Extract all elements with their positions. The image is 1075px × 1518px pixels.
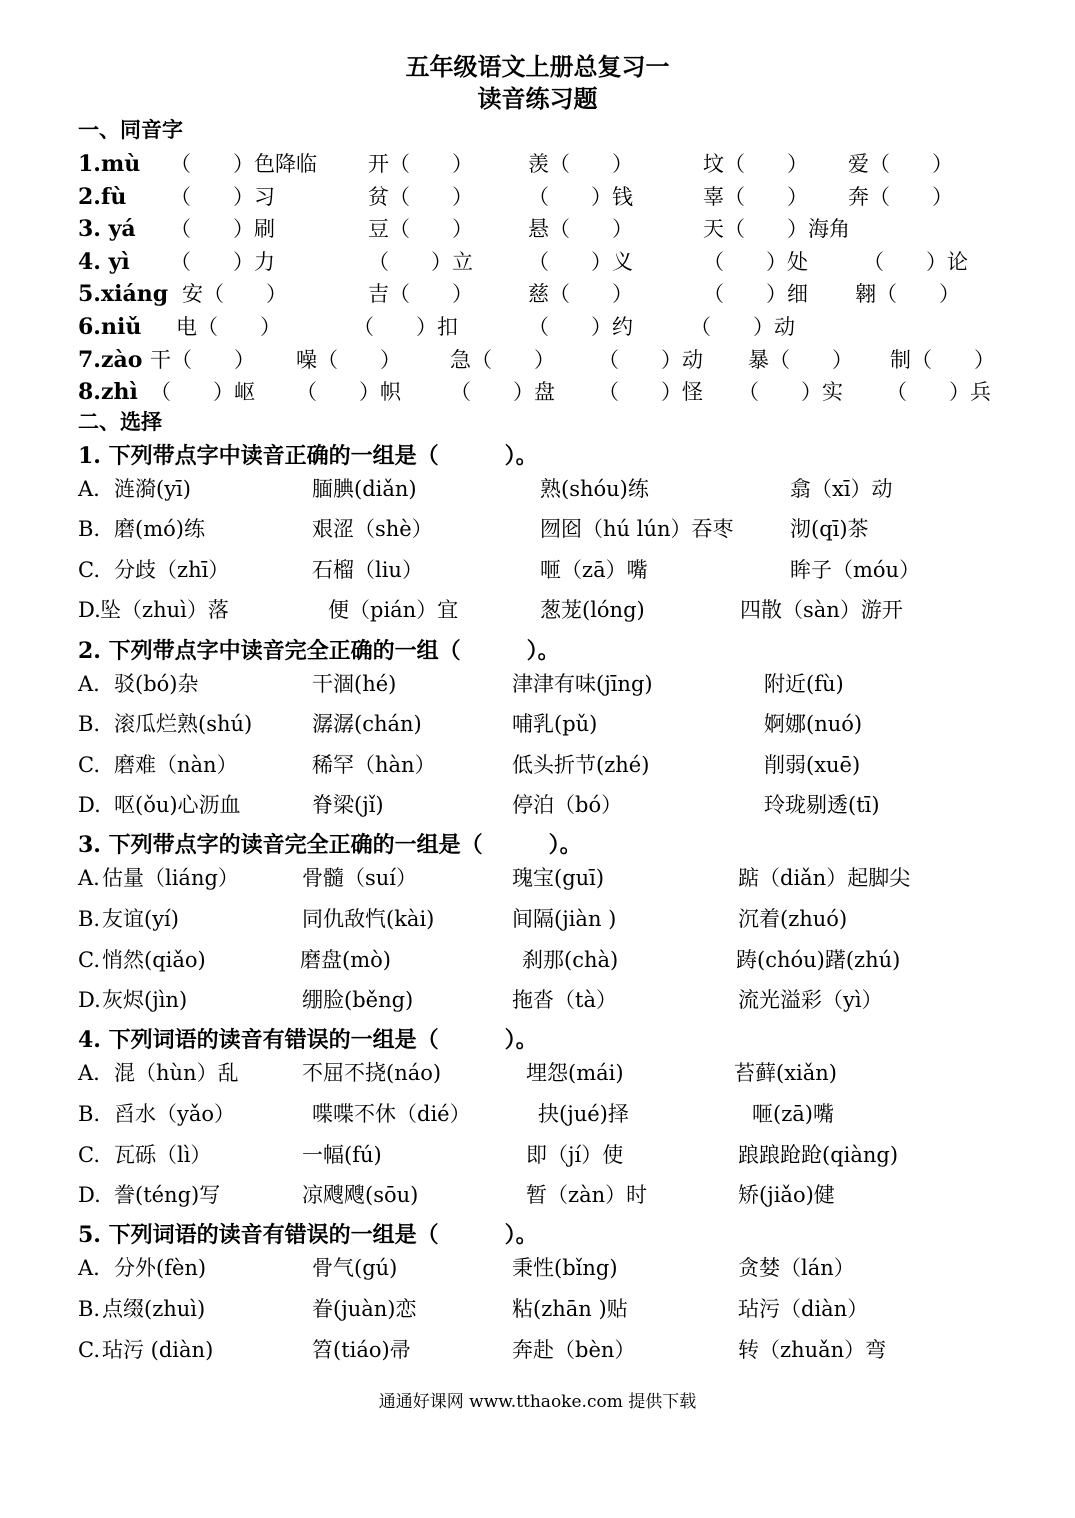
option-word: 艰涩（shè） (312, 517, 433, 541)
option-word: 玷污（diàn） (738, 1297, 869, 1321)
homophone-row (78, 148, 1038, 180)
footer-credit: 通通好课网 www.tthaoke.com 提供下载 (378, 1392, 697, 1412)
option-word: 沉着(zhuó) (738, 907, 848, 931)
option-word: 附近(fù) (764, 672, 844, 696)
homophone-pinyin: 5.xiáng (78, 281, 169, 307)
option-letter[interactable]: A. (78, 866, 100, 890)
homophone-row (78, 246, 1038, 278)
homophone-blank[interactable]: 安（ ） (182, 282, 287, 306)
homophone-blank[interactable]: （ ）岖 (150, 380, 255, 404)
option-row[interactable] (78, 708, 1038, 740)
question-stem: 1. 下列带点字中读音正确的一组是（ ）。 (78, 443, 538, 469)
option-word: 誊(téng)写 (114, 1183, 221, 1207)
option-word: 悄然(qiǎo) (102, 948, 206, 972)
option-letter[interactable]: C. (78, 558, 100, 582)
homophone-blank[interactable]: 奔（ ） (848, 185, 953, 209)
option-word: 一幅(fú) (302, 1143, 382, 1167)
page-subtitle: 读音练习题 (477, 84, 598, 113)
option-word: 葱茏(lóng) (540, 598, 645, 622)
option-letter[interactable]: A. (78, 1256, 100, 1280)
homophone-blank[interactable]: （ ）实 (738, 380, 843, 404)
homophone-pinyin: 8.zhì (78, 379, 138, 405)
option-row[interactable] (78, 1293, 1038, 1325)
homophone-blank[interactable]: （ ）约 (528, 315, 633, 339)
option-word: 瑰宝(guī) (512, 866, 605, 890)
homophone-blank[interactable]: 豆（ ） (368, 217, 473, 241)
option-word: 抉(jué)择 (538, 1102, 629, 1126)
homophone-blank[interactable]: 电（ ） (176, 315, 281, 339)
homophone-row (78, 278, 1038, 310)
homophone-pinyin: 6.niǔ (78, 314, 142, 340)
homophone-blank[interactable]: （ ）义 (528, 250, 633, 274)
homophone-blank[interactable]: （ ）论 (863, 250, 968, 274)
option-row[interactable] (78, 862, 1038, 894)
option-word: 混（hùn）乱 (114, 1061, 239, 1085)
option-word: 沏(qī)茶 (790, 517, 869, 541)
option-letter[interactable]: D. (78, 988, 101, 1012)
option-word: 奔赴（bèn） (512, 1338, 636, 1362)
option-word: 四散（sàn）游开 (740, 598, 903, 622)
option-word: 绷脸(běng) (302, 988, 414, 1012)
option-word: 踉踉跄跄(qiàng) (738, 1143, 899, 1167)
homophone-blank[interactable]: （ ）扣 (353, 315, 458, 339)
homophone-blank[interactable]: 坟（ ） (703, 152, 808, 176)
option-word: 滚瓜烂熟(shú) (114, 712, 253, 736)
homophone-pinyin: 1.mù (78, 151, 141, 177)
option-row[interactable] (78, 789, 1038, 821)
option-word: 贪婪（lán） (738, 1256, 855, 1280)
option-word: 暂（zàn）时 (526, 1183, 648, 1207)
section-heading-choice: 二、选择 (78, 409, 162, 434)
option-letter[interactable]: B. (78, 907, 101, 931)
option-word: 低头折节(zhé) (512, 753, 650, 777)
homophone-blank[interactable]: 吉（ ） (368, 282, 473, 306)
option-letter[interactable]: C. (78, 1338, 100, 1362)
option-row[interactable] (78, 554, 1038, 586)
homophone-blank[interactable]: （ ）力 (170, 250, 275, 274)
option-word: 骨气(gú) (312, 1256, 398, 1280)
option-row[interactable] (78, 1179, 1038, 1211)
homophone-pinyin: 3. yá (78, 216, 136, 242)
homophone-blank[interactable]: （ ）色降临 (170, 152, 317, 176)
homophone-blank[interactable]: （ ）怪 (598, 380, 703, 404)
homophone-blank[interactable]: 悬（ ） (528, 217, 633, 241)
option-letter[interactable]: B. (78, 1102, 101, 1126)
option-word: 眸子（móu） (790, 558, 921, 582)
homophone-blank[interactable]: 辜（ ） (703, 185, 808, 209)
option-word: 潺潺(chán) (312, 712, 422, 736)
homophone-blank[interactable]: （ ）刷 (170, 217, 275, 241)
option-word: 转（zhuǎn）弯 (738, 1338, 887, 1362)
homophone-pinyin: 4. yì (78, 249, 130, 275)
option-word: 瓦砾（lì） (114, 1143, 212, 1167)
homophone-blank[interactable]: 暴（ ） (748, 348, 853, 372)
option-word: 流光溢彩（yì） (738, 988, 883, 1012)
option-word: 便（pián）宜 (328, 598, 459, 622)
homophone-blank[interactable]: 慈（ ） (528, 282, 633, 306)
homophone-blank[interactable]: 贫（ ） (368, 185, 473, 209)
homophone-blank[interactable]: （ ）习 (170, 185, 275, 209)
option-word: 埋怨(mái) (526, 1061, 624, 1085)
option-word: 喋喋不休（dié） (312, 1102, 471, 1126)
option-word: 笤(tiáo)帚 (312, 1338, 411, 1362)
option-word: 咂（zā）嘴 (540, 558, 648, 582)
option-row[interactable] (78, 944, 1038, 976)
question-stem: 5. 下列词语的读音有错误的一组是（ ）。 (78, 1222, 538, 1248)
question-stem: 3. 下列带点字的读音完全正确的一组是（ ）。 (78, 832, 582, 858)
homophone-blank[interactable]: 噪（ ） (296, 348, 401, 372)
homophone-blank[interactable]: 制（ ） (890, 348, 995, 372)
option-row[interactable] (78, 473, 1038, 505)
homophone-blank[interactable]: （ ）盘 (450, 380, 555, 404)
question-stem: 2. 下列带点字中读音完全正确的一组（ ）。 (78, 638, 560, 664)
option-row[interactable] (78, 1334, 1038, 1366)
homophone-blank[interactable]: 天（ ）海角 (703, 217, 850, 241)
homophone-blank[interactable]: （ ）钱 (528, 185, 633, 209)
homophone-row (78, 376, 1038, 408)
option-word: 不屈不挠(náo) (302, 1061, 442, 1085)
option-letter[interactable]: D. (78, 793, 101, 817)
option-word: 停泊（bó） (512, 793, 623, 817)
option-letter[interactable]: B. (78, 712, 101, 736)
page-title: 五年级语文上册总复习一 (405, 52, 670, 81)
option-word: 呕(ǒu)心沥血 (114, 793, 241, 817)
option-word: 即（jí）使 (526, 1143, 624, 1167)
homophone-blank[interactable]: （ ）立 (368, 250, 473, 274)
option-row[interactable] (78, 984, 1038, 1016)
option-word: 干涸(hé) (312, 672, 397, 696)
option-word: 秉性(bǐng) (512, 1256, 618, 1280)
option-word: 磨难（nàn） (114, 753, 238, 777)
option-word: 驳(bó)杂 (114, 672, 199, 696)
option-row[interactable] (78, 903, 1038, 935)
homophone-row (78, 213, 1038, 245)
option-word: 间隔(jiàn ) (512, 907, 617, 931)
option-word: 玲珑剔透(tī) (764, 793, 880, 817)
option-word: 拖沓（tà） (512, 988, 617, 1012)
homophone-blank[interactable]: 翱（ ） (855, 282, 960, 306)
homophone-blank[interactable]: （ ）处 (703, 250, 808, 274)
homophone-blank[interactable]: （ ）帜 (296, 380, 401, 404)
option-row[interactable] (78, 749, 1038, 781)
option-word: 磨(mó)练 (114, 517, 205, 541)
option-letter[interactable]: A. (78, 672, 100, 696)
option-word: 灰烬(jìn) (102, 988, 188, 1012)
option-word: 点缀(zhuì) (102, 1297, 206, 1321)
option-word: 翕（xī）动 (790, 477, 893, 501)
option-word: 咂(zā)嘴 (752, 1102, 834, 1126)
option-row[interactable] (78, 1139, 1038, 1171)
option-word: 玷污 (diàn) (102, 1338, 214, 1362)
option-letter[interactable]: D. (78, 598, 101, 622)
homophone-blank[interactable]: 开（ ） (368, 152, 473, 176)
option-word: 熟(shóu)练 (540, 477, 649, 501)
option-letter[interactable]: C. (78, 948, 100, 972)
option-word: 凉飕飕(sōu) (302, 1183, 419, 1207)
option-word: 津津有味(jīng) (512, 672, 653, 696)
option-word: 石榴（liu） (312, 558, 423, 582)
homophone-blank[interactable]: 羡（ ） (528, 152, 633, 176)
option-word: 脊梁(jǐ) (312, 793, 384, 817)
option-row[interactable] (78, 668, 1038, 700)
homophone-blank[interactable]: （ ）兵 (886, 380, 991, 404)
homophone-row (78, 344, 1038, 376)
option-letter[interactable]: D. (78, 1183, 101, 1207)
option-word: 涟漪(yī) (114, 477, 191, 501)
homophone-blank[interactable]: （ ）动 (690, 315, 795, 339)
option-word: 哺乳(pǔ) (512, 712, 598, 736)
option-word: 粘(zhān )贴 (512, 1297, 628, 1321)
option-letter[interactable]: A. (78, 1061, 100, 1085)
option-row[interactable] (78, 594, 1038, 626)
option-row[interactable] (78, 1098, 1038, 1130)
option-word: 刹那(chà) (522, 948, 619, 972)
homophone-blank[interactable]: 干（ ） (150, 348, 255, 372)
homophone-blank[interactable]: （ ）动 (598, 348, 703, 372)
option-row[interactable] (78, 1057, 1038, 1089)
option-letter[interactable]: A. (78, 477, 100, 501)
option-word: 分外(fèn) (114, 1256, 207, 1280)
option-letter[interactable]: C. (78, 753, 100, 777)
option-word: 骨髓（suí） (302, 866, 418, 890)
option-word: 坠（zhuì）落 (100, 598, 229, 622)
option-letter[interactable]: C. (78, 1143, 100, 1167)
option-word: 腼腆(diǎn) (312, 477, 417, 501)
option-word: 矫(jiǎo)健 (738, 1183, 835, 1207)
section-heading-homophones: 一、同音字 (78, 117, 183, 142)
option-word: 削弱(xuē) (764, 753, 861, 777)
homophone-pinyin: 7.zào (78, 347, 143, 373)
option-word: 友谊(yí) (102, 907, 179, 931)
option-word: 分歧（zhī） (114, 558, 230, 582)
homophone-blank[interactable]: （ ）细 (703, 282, 808, 306)
homophone-row (78, 311, 1038, 343)
option-word: 眷(juàn)恋 (312, 1297, 417, 1321)
option-word: 稀罕（hàn） (312, 753, 436, 777)
option-word: 舀水（yǎo） (114, 1102, 236, 1126)
option-word: 苔藓(xiǎn) (734, 1061, 837, 1085)
option-word: 踌(chóu)躇(zhú) (736, 948, 901, 972)
homophone-row (78, 181, 1038, 213)
option-word: 踮（diǎn）起脚尖 (738, 866, 911, 890)
option-word: 婀娜(nuó) (764, 712, 863, 736)
option-letter[interactable]: B. (78, 1297, 101, 1321)
option-word: 估量（liáng） (102, 866, 239, 890)
question-stem: 4. 下列词语的读音有错误的一组是（ ）。 (78, 1027, 538, 1053)
option-letter[interactable]: B. (78, 517, 101, 541)
option-word: 囫囵（hú lún）吞枣 (540, 517, 734, 541)
homophone-pinyin: 2.fù (78, 184, 127, 210)
option-word: 磨盘(mò) (300, 948, 391, 972)
option-row[interactable] (78, 1252, 1038, 1284)
option-row[interactable] (78, 513, 1038, 545)
homophone-blank[interactable]: 急（ ） (450, 348, 555, 372)
option-word: 同仇敌忾(kài) (302, 907, 435, 931)
homophone-blank[interactable]: 爱（ ） (848, 152, 953, 176)
